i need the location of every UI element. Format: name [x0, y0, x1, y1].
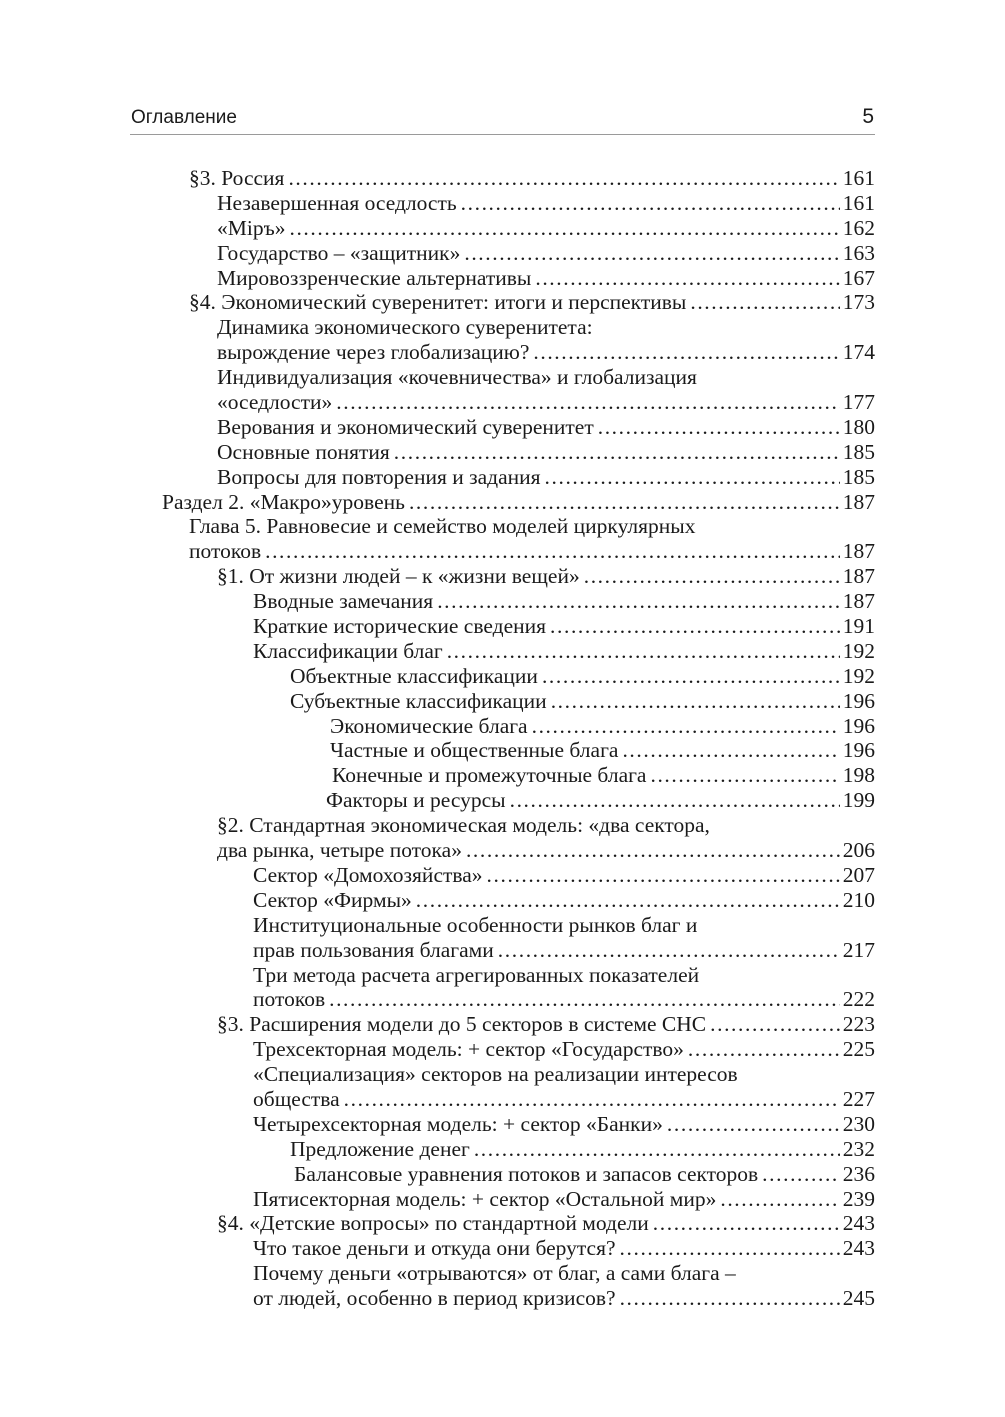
toc-entry-continued: §2. Стандартная экономическая модель: «два сектора, — [217, 813, 710, 838]
toc-entry-continued: Динамика экономического суверенитета: — [217, 315, 593, 340]
toc-entry: Мировоззренческие альтернативы ..... 167 — [160, 266, 875, 291]
toc-entry: Верования и экономический суверенитет ..... 180 — [160, 415, 875, 440]
toc-entry: Четырехсекторная модель: + сектор «Банки» ..... 230 — [160, 1112, 875, 1137]
toc-entry: Классификации благ ..... 192 — [160, 639, 875, 664]
toc-entry: Частные и общественные блага ..... 196 — [160, 738, 875, 763]
toc-entry: вырождение через глобализацию? ..... 174 — [160, 340, 875, 365]
toc-entry: от людей, особенно в период кризисов? ..... 245 — [160, 1286, 875, 1311]
toc-entry: общества ..... 227 — [160, 1087, 875, 1112]
toc-entry: §4. Экономический суверенитет: итоги и перспективы ..... 173 — [160, 290, 875, 315]
toc-entry: Вопросы для повторения и задания ..... 185 — [160, 465, 875, 490]
toc-entry-continued: Индивидуализация «кочевничества» и глобализация — [217, 365, 697, 390]
toc-entry: §3. Расширения модели до 5 секторов в системе СНС ..... 223 — [160, 1012, 875, 1037]
toc-entry-continued: Глава 5. Равновесие и семейство моделей циркулярных — [189, 514, 696, 539]
toc-entry: потоков ..... 187 — [160, 539, 875, 564]
toc-entry: Что такое деньги и откуда они берутся? ..... 243 — [160, 1236, 875, 1261]
toc-entry: Незавершенная оседлость ..... 161 — [160, 191, 875, 216]
running-header-title: Оглавление — [131, 107, 237, 128]
toc-entry: Вводные замечания ..... 187 — [160, 589, 875, 614]
toc-entry: Государство – «защитник» ..... 163 — [160, 241, 875, 266]
toc-entry: Экономические блага ..... 196 — [160, 714, 875, 739]
toc-entry-continued: Почему деньги «отрываются» от благ, а сами блага – — [253, 1261, 736, 1286]
toc-entry: §4. «Детские вопросы» по стандартной модели ..... 243 — [160, 1211, 875, 1236]
header-divider — [130, 134, 875, 135]
toc-entry: Конечные и промежуточные блага ..... 198 — [160, 763, 875, 788]
toc-entry: Пятисекторная модель: + сектор «Остальной мир» ..... 239 — [160, 1187, 875, 1212]
toc-entry: Объектные классификации ..... 192 — [160, 664, 875, 689]
toc-entry: прав пользования благами ..... 217 — [160, 938, 875, 963]
toc-entry-continued: Институциональные особенности рынков благ и — [253, 912, 698, 937]
toc-entry: §1. От жизни людей – к «жизни вещей» ..... 187 — [160, 564, 875, 589]
toc-entry: «Мiръ» ..... 162 — [160, 216, 875, 241]
toc-entry: Сектор «Домохозяйства» ..... 207 — [160, 863, 875, 888]
toc-entry-continued: Три метода расчета агрегированных показателей — [253, 962, 700, 987]
table-of-contents — [160, 166, 875, 1311]
toc-entry: Основные понятия ..... 185 — [160, 440, 875, 465]
toc-entry-continued: «Специализация» секторов на реализации интересов — [253, 1062, 738, 1087]
toc-entry: Трехсекторная модель: + сектор «Государство» ..... 225 — [160, 1037, 875, 1062]
toc-entry: Предложение денег ..... 232 — [160, 1137, 875, 1162]
toc-entry: Раздел 2. «Макро»уровень ..... 187 — [160, 490, 875, 515]
toc-entry: потоков ..... 222 — [160, 987, 875, 1012]
toc-entry: §3. Россия ..... 161 — [160, 166, 875, 191]
toc-entry: Субъектные классификации ..... 196 — [160, 689, 875, 714]
toc-entry: Краткие исторические сведения ..... 191 — [160, 614, 875, 639]
toc-entry: Балансовые уравнения потоков и запасов секторов ..... 236 — [160, 1162, 875, 1187]
toc-entry: «оседлости» ..... 177 — [160, 390, 875, 415]
toc-entry: Сектор «Фирмы» ..... 210 — [160, 888, 875, 913]
page-number: 5 — [862, 105, 874, 128]
toc-entry: Факторы и ресурсы ..... 199 — [160, 788, 875, 813]
toc-entry: два рынка, четыре потока» ..... 206 — [160, 838, 875, 863]
